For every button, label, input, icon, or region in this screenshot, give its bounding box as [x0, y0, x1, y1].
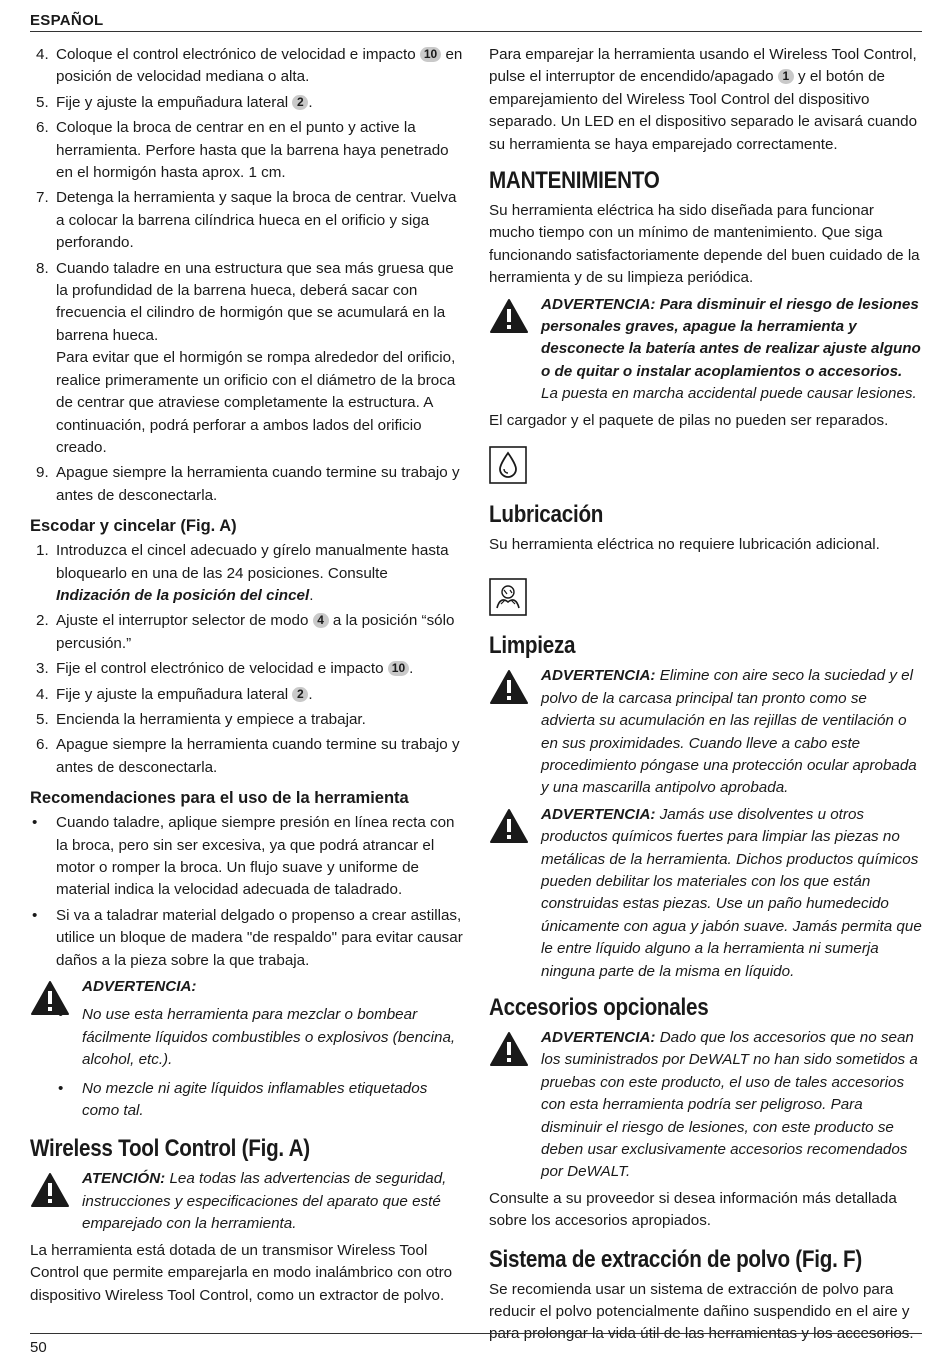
chisel-heading: Escodar y cincelar (Fig. A)	[30, 517, 237, 536]
chisel-steps-list	[30, 540, 464, 779]
step-number: 9.	[36, 464, 49, 482]
list-item: 4. Coloque el control electrónico de velocidad e impacto 10 en posición de velocidad mediana o alta.	[36, 46, 463, 86]
step-number: 6.	[36, 736, 49, 754]
pairing-paragraph: Para emparejar la herramienta usando el Wireless Tool Control, pulse el interruptor de encendido/apagado 1 y el botón de emparejamiento del Wireless Tool Control del dispositivo separado. Un LED en el dispositivo separado le avisará cuando su herramienta se haya emparejado correctamente.	[489, 46, 918, 153]
cleaning-warning	[489, 804, 923, 983]
warning-triangle-icon	[489, 669, 529, 705]
step-number: 8.	[36, 259, 49, 277]
callout-badge: 10	[388, 661, 409, 676]
list-item: 5. Encienda la herramienta y empiece a trabajar.	[30, 709, 464, 731]
caution-label: ATENCIÓN:	[82, 1170, 166, 1188]
warning-text: Elimine con aire seco la suciedad y el polvo de la carcasa principal tan pronto como se advierta su acumulación en las rejillas de ventilación o en sus proximidades. Cuando lleve a cabo este procedimiento póngase una protección ocular aprobada y una mascarilla antipolvo aprobada.	[541, 667, 917, 797]
dust-extraction-heading: Sistema de extracción de polvo (Fig. F)	[489, 1245, 863, 1273]
cleaning-heading: Limpieza	[489, 632, 576, 660]
callout-badge: 2	[292, 95, 308, 110]
wireless-caution	[30, 1168, 464, 1235]
accessories-heading: Accesorios opcionales	[489, 994, 709, 1021]
list-item: 3. Fije el control electrónico de velocidad e impacto 10 .	[30, 658, 464, 680]
bullet: •	[32, 814, 38, 832]
recommendations-list	[30, 812, 464, 972]
warning-triangle-icon	[489, 298, 529, 334]
right-column	[489, 44, 923, 1346]
header-rule	[30, 31, 922, 32]
bullet: •	[58, 1006, 64, 1024]
step-number: 2.	[36, 612, 49, 630]
step-number: 6.	[36, 119, 49, 137]
list-item: 2. Ajuste el interruptor selector de modo 4 a la posición “sólo percusión.”	[36, 612, 455, 652]
step-number: 5.	[36, 93, 49, 111]
step-number: 3.	[36, 660, 49, 678]
list-item: 1. Introduzca el cincel adecuado y gírelo manualmente hasta bloquearlo en una de las 24 posiciones. Consulte Indización de la posición del cincel.	[36, 542, 449, 604]
cleaning-hands-icon	[489, 578, 527, 616]
callout-badge: 2	[292, 687, 308, 702]
warning-text: Jamás use disolventes u otros productos químicos fuertes para limpiar las piezas no metálicas de la herramienta. Dichos productos químicos pueden debilitar los materiales con los que están construidas estas piezas. Use un paño humedecido únicamente con agua y jabón suave. Jamás permita que le entre líquido alguno a la herramienta ni sumerja ninguna parte de la misma en líquido.	[541, 805, 922, 980]
list-item: 4. Fije y ajuste la empuñadura lateral 2 .	[30, 684, 464, 706]
step-number: 4.	[36, 685, 49, 703]
list-item: 9. Apague siempre la herramienta cuando termine su trabajo y antes de desconectarla.	[36, 464, 460, 504]
bullet: •	[58, 1079, 64, 1097]
oil-drop-icon	[489, 446, 527, 484]
warning-triangle-icon	[489, 808, 529, 844]
list-item: 7. Detenga la herramienta y saque la broca de centrar. Vuelva a colocar la barrena cilíndrica hueca en el orificio y siga perforando.	[36, 189, 457, 252]
cleaning-warning	[489, 665, 923, 799]
warning-label: ADVERTENCIA:	[82, 978, 197, 996]
left-column	[30, 44, 464, 1307]
cleaning-warnings	[489, 665, 923, 983]
maintenance-warning: ADVERTENCIA: Para disminuir el riesgo de lesiones personales graves, apague la herramienta y desconecte la batería antes de realizar ajuste alguno o de quitar o instalar acoplamientos o accesorios. La puesta en marcha accidental puede causar lesiones.	[489, 294, 923, 406]
step-number: 4.	[36, 46, 49, 63]
warning-triangle-icon	[30, 1172, 70, 1208]
list-item: • Cuando taladre, aplique siempre presión en línea recta con la broca, pero sin ser excesiva, ya que podrá atrancar el motor o romper la broca. Un flujo suave y uniforme de material indica la velocidad adecuada de taladrado.	[32, 814, 455, 899]
bullet: •	[32, 906, 38, 924]
step-number: 5.	[36, 710, 49, 728]
warning-items	[56, 1004, 464, 1122]
warning-label: ADVERTENCIA:	[541, 667, 656, 685]
lubrication-paragraph: Su herramienta eléctrica no requiere lubricación adicional.	[489, 535, 880, 553]
list-item: 5. Fije y ajuste la empuñadura lateral 2 .	[30, 92, 464, 114]
warning-item: • No use esta herramienta para mezclar o bombear fácilmente líquidos combustibles o explosivos (bencina, alcohol, etc.).	[58, 1006, 456, 1069]
accessories-warning: ADVERTENCIA: Dado que los accesorios que no sean los suministrados por DeWALT no han sido sometidos a pruebas con este producto, el uso de tales accesorios con esta herramienta podría ser peligroso. Para disminuir el riesgo de lesiones, con este producto se deben usar exclusivamente accesorios recomendados por DeWALT.	[489, 1027, 923, 1184]
drilling-steps-list	[30, 44, 464, 507]
warning-triangle-icon	[489, 1031, 529, 1067]
charger-note: El cargador y el paquete de pilas no pueden ser reparados.	[489, 411, 889, 429]
step-number: 1.	[36, 542, 49, 560]
step-extra-paragraph: Para evitar que el hormigón se rompa alrededor del orificio, realice primeramente un orificio con el diámetro de la broca de centrar que atraviese completamente la estructura. A continuación, podrá perforar a ambos lados del orificio creado.	[56, 349, 456, 456]
language-label: ESPAÑOL	[30, 12, 104, 29]
dust-extraction-paragraph: Se recomienda usar un sistema de extracción de polvo para reducir el polvo potencialmente dañino suspendido en el aire y para prolongar la vida útil de las herramientas y los accesorios.	[489, 1280, 914, 1343]
wireless-paragraph: La herramienta está dotada de un transmisor Wireless Tool Control que permite emparejarla en modo inalámbrico con otro dispositivo Wireless Tool Control, como un extractor de polvo.	[30, 1241, 453, 1304]
list-item: 6. Apague siempre la herramienta cuando termine su trabajo y antes de desconectarla.	[36, 736, 460, 776]
callout-badge: 1	[778, 69, 794, 84]
recommendations-heading: Recomendaciones para el uso de la herramienta	[30, 789, 409, 808]
list-item: 6. Coloque la broca de centrar en en el punto y active la herramienta. Perfore hasta que la barrena haya penetrado en el hormigón hasta aprox. 1 cm.	[36, 119, 449, 182]
callout-badge: 10	[420, 47, 441, 62]
step-number: 7.	[36, 189, 49, 207]
caution-text: Lea todas las advertencias de seguridad, instrucciones y especificaciones del aparato que esté emparejado con la herramienta.	[82, 1170, 447, 1233]
cross-reference: Indización de la posición del cincel	[56, 586, 310, 604]
page-number: 50	[30, 1339, 47, 1356]
warning-item: • No mezcle ni agite líquidos inflamables etiquetados como tal.	[58, 1079, 428, 1120]
accessories-paragraph: Consulte a su proveedor si desea información más detallada sobre los accesorios apropiados.	[489, 1189, 897, 1230]
wireless-heading: Wireless Tool Control (Fig. A)	[30, 1135, 310, 1163]
mixing-warning	[30, 976, 464, 1122]
footer-rule	[30, 1333, 922, 1334]
lubrication-heading: Lubricación	[489, 500, 604, 528]
list-item: • Si va a taladrar material delgado o propenso a crear astillas, utilice un bloque de madera "de respaldo" para evitar causar daños a la pieza sobre la que trabaja.	[32, 906, 463, 969]
maintenance-heading: MANTENIMIENTO	[489, 167, 660, 195]
maintenance-paragraph: Su herramienta eléctrica ha sido diseñada para funcionar mucho tiempo con un mínimo de mantenimiento. Que siga funcionando satisfactoriamente depende del buen cuidado de la herramienta y de su limpieza periódica.	[489, 202, 920, 287]
list-item: 8. Cuando taladre en una estructura que sea más gruesa que la profundidad de la barrena hueca, deberá sacar con frecuencia el cilindro de hormigón que se acumulará en la barrena hueca. Para evitar que el hormigón se rompa alrededor del orificio, realice primeramente un orificio con el diámetro de la broca de centrar que atraviese completamente la estructura. A continuación, podrá perforar a ambos lados del orificio creado.	[30, 258, 464, 460]
callout-badge: 4	[313, 613, 329, 628]
warning-label: ADVERTENCIA:	[541, 805, 656, 823]
